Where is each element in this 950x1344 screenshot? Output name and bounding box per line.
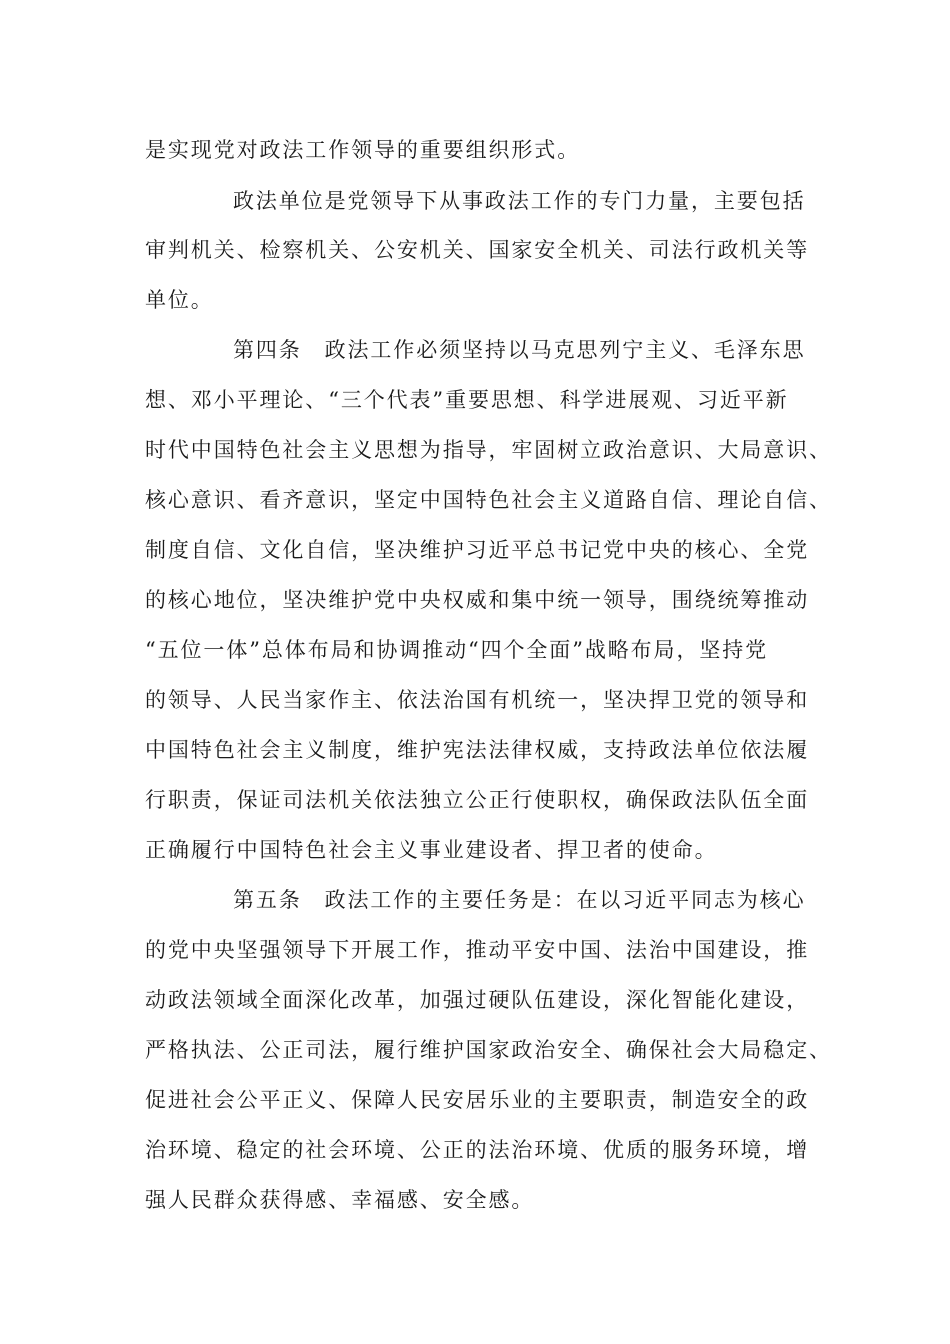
text-line: 正确履行中国特色社会主义事业建设者、捍卫者的使命。 (145, 838, 718, 862)
text-line: 中国特色社会主义制度，维护宪法法律权威，支持政法单位依法履 (145, 738, 810, 762)
text-line: 审判机关、检察机关、公安机关、国家安全机关、司法行政机关等 (145, 238, 810, 262)
text-line: 强人民群众获得感、幸福感、安全感。 (145, 1188, 535, 1212)
text-line: 时代中国特色社会主义思想为指导，牢固树立政治意识、大局意识、 (145, 438, 832, 462)
text-line: 治环境、稳定的社会环境、公正的法治环境、优质的服务环境，增 (145, 1138, 810, 1162)
paragraph-start-line: 政法单位是党领导下从事政法工作的专门力量，主要包括 (233, 189, 806, 213)
text-line: 想、邓小平理论、“三个代表”重要思想、科学进展观、习近平新 (145, 388, 789, 412)
text-line: 的领导、人民当家作主、依法治国有机统一，坚决捍卫党的领导和 (145, 688, 810, 712)
text-line: 的核心地位，坚决维护党中央权威和集中统一领导，围绕统筹推动 (145, 588, 810, 612)
text-line: 行职责，保证司法机关依法独立公正行使职权，确保政法队伍全面 (145, 788, 810, 812)
text-line: 动政法领域全面深化改革，加强过硬队伍建设，深化智能化建设， (145, 988, 810, 1012)
text-line: 是实现党对政法工作领导的重要组织形式。 (145, 138, 581, 162)
article-four-heading-line: 第四条 政法工作必须坚持以马克思列宁主义、毛泽东思 (233, 338, 806, 362)
text-line: 核心意识、看齐意识，坚定中国特色社会主义道路自信、理论自信、 (145, 488, 832, 512)
article-five-heading-line: 第五条 政法工作的主要任务是：在以习近平同志为核心 (233, 888, 806, 912)
text-line: 的党中央坚强领导下开展工作，推动平安中国、法治中国建设，推 (145, 938, 810, 962)
text-line: 单位。 (145, 288, 214, 312)
text-line: 严格执法、公正司法，履行维护国家政治安全、确保社会大局稳定、 (145, 1038, 832, 1062)
text-line: 促进社会公平正义、保障人民安居乐业的主要职责，制造安全的政 (145, 1088, 810, 1112)
text-line: “五位一体”总体布局和协调推动“四个全面”战略布局，坚持党 (145, 638, 769, 662)
text-line: 制度自信、文化自信，坚决维护习近平总书记党中央的核心、全党 (145, 538, 810, 562)
